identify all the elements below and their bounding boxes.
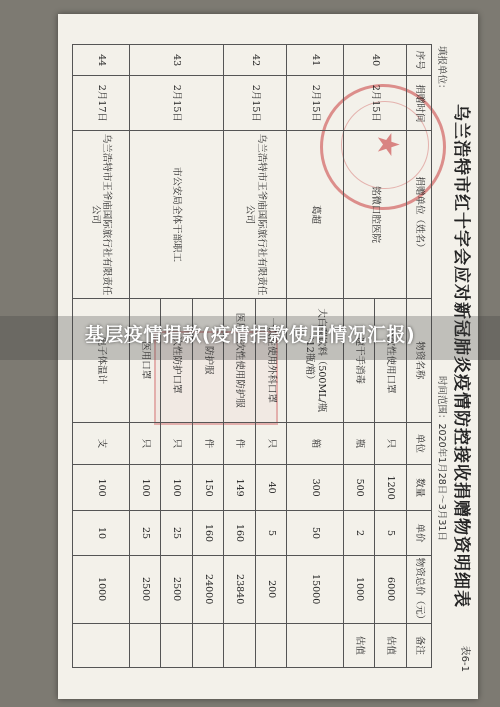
cell-note [192, 623, 224, 667]
cell-seq: 41 [287, 45, 344, 76]
cell-qty: 40 [255, 464, 287, 510]
cell-item: 防护服 [192, 298, 224, 422]
cell-total: 2500 [129, 555, 161, 623]
header-total: 物资总价（元） [407, 555, 432, 623]
header-date: 捐赠时间 [407, 76, 432, 131]
cell-unit: 只 [375, 422, 407, 464]
cell-seq: 43 [129, 45, 224, 76]
cell-donor: 葛超 [287, 131, 344, 298]
cell-qty: 149 [224, 464, 256, 510]
cell-date: 2月17日 [73, 76, 130, 131]
cell-unit: 支 [73, 422, 130, 464]
cell-donor: 市公安局全体干部职工 [129, 131, 224, 298]
document-title: 乌兰浩特市红十字会应对新冠肺炎疫情防控接收捐赠物资明细表 [451, 104, 471, 608]
cell-note [224, 623, 256, 667]
cell-total: 24000 [192, 555, 224, 623]
header-price: 单价 [407, 511, 432, 555]
cell-note [255, 623, 287, 667]
cell-price: 5 [255, 511, 287, 555]
cell-price: 50 [287, 511, 344, 555]
cell-note [287, 623, 344, 667]
cell-item: 一次性使用口罩 [375, 298, 407, 422]
cell-donor: 乌兰浩特市王爷庙国际旅行社有限责任公司 [224, 131, 287, 298]
cell-seq: 40 [343, 45, 406, 76]
caption-text: 基层疫情捐款(疫情捐款使用情况汇报) [84, 324, 416, 346]
cell-price: 2 [343, 511, 375, 555]
table-number: 表6-1 [459, 645, 470, 672]
time-range: 时间范围：2020年1月28日～3月31日 [436, 376, 447, 541]
cell-price: 25 [129, 511, 161, 555]
cell-qty: 1200 [375, 464, 407, 510]
cell-item: 医用口罩 [129, 298, 161, 422]
cell-unit: 件 [192, 422, 224, 464]
header-unit: 单位 [407, 422, 432, 464]
star-icon: ★ [370, 131, 405, 158]
cell-item: 大白梨饮料（500ML/瓶*12瓶/箱） [287, 298, 344, 422]
cell-donor: 铭微口腔医院 [343, 131, 406, 298]
cell-total: 200 [255, 555, 287, 623]
cell-date: 2月15日 [287, 76, 344, 131]
header-donor: 捐赠单位（姓名） [407, 131, 432, 298]
donee-unit-label: 填报单位： [436, 46, 447, 94]
cell-unit: 箱 [287, 422, 344, 464]
cell-item: 医用一次性使用防护服 [224, 298, 256, 422]
cell-price: 160 [224, 511, 256, 555]
cell-item: 一次性使用外科口罩 [255, 298, 287, 422]
cell-total: 1000 [343, 555, 375, 623]
cell-qty: 100 [161, 464, 193, 510]
cell-qty: 500 [343, 464, 375, 510]
header-qty: 数量 [407, 464, 432, 510]
cell-qty: 100 [73, 464, 130, 510]
cell-price: 5 [375, 511, 407, 555]
cell-seq: 44 [73, 45, 130, 76]
cell-unit: 只 [255, 422, 287, 464]
cell-note [73, 623, 130, 667]
cell-total: 1000 [73, 555, 130, 623]
cell-total: 15000 [287, 555, 344, 623]
cell-date: 2月15日 [343, 76, 406, 131]
cell-qty: 150 [192, 464, 224, 510]
header-item: 物资名称 [407, 298, 432, 422]
cell-price: 25 [161, 511, 193, 555]
cell-item: 电子体温计 [73, 298, 130, 422]
cell-total: 2500 [161, 555, 193, 623]
cell-total: 6000 [375, 555, 407, 623]
cell-date: 2月15日 [224, 76, 287, 131]
cell-note [129, 623, 161, 667]
cell-date: 2月15日 [129, 76, 224, 131]
cell-qty: 300 [287, 464, 344, 510]
header-note: 备注 [407, 623, 432, 667]
cell-item: 一次性防护口罩 [161, 298, 193, 422]
cell-item: 速干手消毒 [343, 298, 375, 422]
cell-unit: 瓶 [343, 422, 375, 464]
cell-qty: 100 [129, 464, 161, 510]
cell-price: 10 [73, 511, 130, 555]
cell-unit: 件 [224, 422, 256, 464]
cell-unit: 只 [161, 422, 193, 464]
header-seq: 序号 [407, 45, 432, 76]
cell-seq: 42 [224, 45, 287, 76]
cell-unit: 只 [129, 422, 161, 464]
cell-price: 160 [192, 511, 224, 555]
cell-note [161, 623, 193, 667]
cell-total: 23840 [224, 555, 256, 623]
cell-note: 估值 [343, 623, 375, 667]
cell-note: 估值 [375, 623, 407, 667]
cell-donor: 乌兰浩特市王爷庙国际旅行社有限责任公司 [73, 131, 130, 298]
